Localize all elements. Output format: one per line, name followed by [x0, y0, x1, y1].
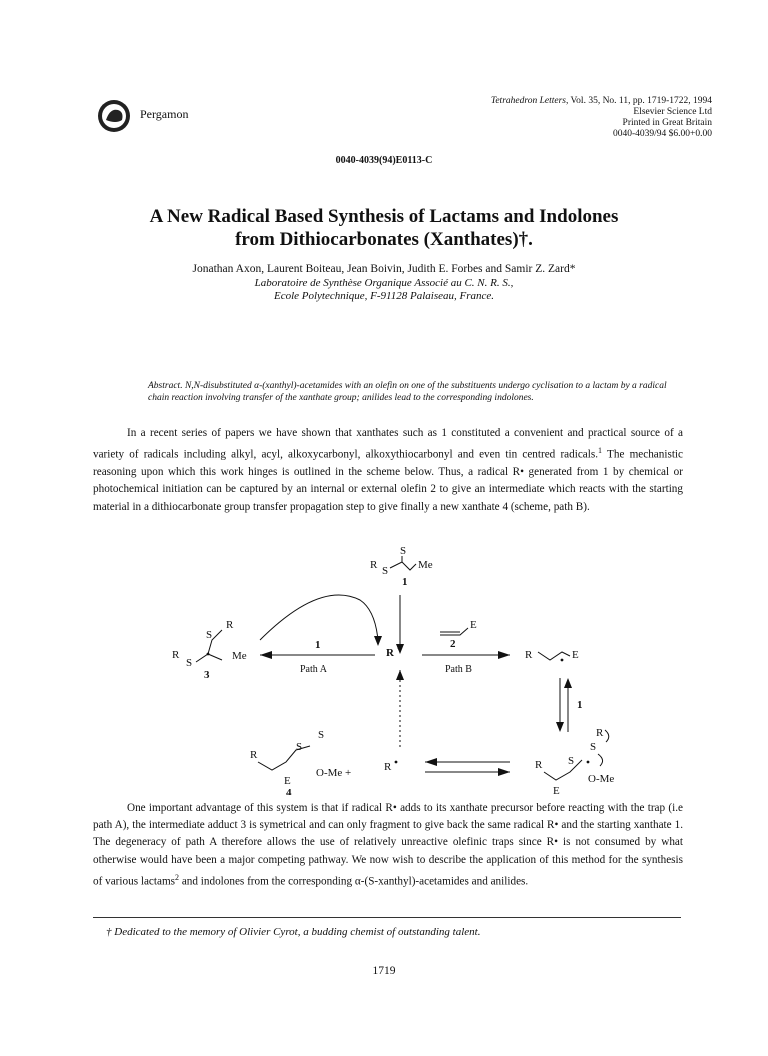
reaction-scheme: [150, 540, 650, 795]
arrow-a-label: 1: [315, 639, 321, 651]
prod-s2: S: [318, 729, 325, 741]
product-4-structure: [250, 729, 351, 795]
adduct-me: Me: [232, 650, 247, 662]
paragraph-1: [93, 425, 683, 516]
abstract: Abstract. N,N-disubstituted α-(xanthyl)-acetamides with an olefin on one of the substituents undergo cyclisation to a lactam by a radical chain reaction involving transfer of the xanthate group; anilides lead to the corresponding indolones.: [148, 381, 667, 403]
adduct-s-upper: S: [206, 629, 213, 641]
paragraph-1-text: In a recent series of papers we have shown that xanthates such as 1 constituted a convenient and practical source of a variety of radicals including alkyl, acyl, alkoxycarbonyl, alkoxythiocarbonyl and even tin centred radicals.: [93, 427, 683, 461]
scheme-s-top2: S: [382, 565, 389, 577]
radad-e: E: [553, 785, 560, 795]
adduct-s-left: S: [186, 657, 193, 669]
issn: 0040-4039/94 $6.00+0.00: [612, 129, 712, 139]
paragraph-1-cont: The mechanistic reasoning upon which this work hinges is outlined in the scheme below. Thus, a radical R• generated from 1 by chemical or photochemical initiation can be captured by an internal or external olefin 2 to give an intermediate which reacts with the starting material in a dithiocarbonate group transfer propagation step to give finally a new xanthate 4 (scheme, path B).: [93, 448, 684, 513]
title-line-1: A New Radical Based Synthesis of Lactams and Indolones: [149, 206, 619, 227]
radical-adduct-structure: [535, 727, 614, 795]
prod-e: E: [284, 775, 291, 787]
radad-s1: S: [568, 755, 575, 767]
ref-2: 2: [175, 872, 180, 882]
radical-r-bottom: R: [384, 761, 392, 773]
radad-r-top: R: [596, 727, 604, 739]
prod-r: R: [250, 749, 258, 761]
footnote-rule: [93, 917, 681, 918]
radad-ome: O-Me: [588, 773, 615, 785]
paragraph-2-cont: and indolones from the corresponding α-(S-xanthyl)-acetamides and anilides.: [179, 875, 529, 888]
path-a-label: Path A: [300, 664, 327, 675]
paper-title: [60, 205, 708, 251]
ref-1: 1: [598, 446, 603, 456]
olefin-e: E: [470, 619, 477, 631]
path-b-label: Path B: [445, 664, 472, 675]
intermediate-radical: [525, 649, 579, 661]
xanthate-1-structure: [370, 545, 433, 588]
inter-r: R: [525, 649, 533, 661]
authors: Jonathan Axon, Laurent Boiteau, Jean Boivin, Judith E. Forbes and Samir Z. Zard*: [192, 263, 576, 275]
affiliation-line-2: Ecole Polytechnique, F-91128 Palaiseau, France.: [273, 290, 495, 302]
scheme-ome-top: Me: [418, 559, 433, 571]
affiliation-line-1: Laboratoire de Synthèse Organique Associé au C. N. R. S.,: [254, 277, 514, 289]
journal-info: [491, 96, 712, 140]
scheme-r-top: R: [370, 559, 378, 571]
page-number: 1719: [372, 965, 396, 977]
label-3: 3: [204, 669, 210, 681]
copyright: Elsevier Science Ltd: [633, 107, 712, 117]
inter-e: E: [572, 649, 579, 661]
pergamon-logo: [96, 98, 132, 134]
radical-r-center: R: [386, 647, 394, 659]
publisher-name: Pergamon: [140, 107, 189, 121]
paragraph-2-text: One important advantage of this system is that if radical R• adds to its xanthate precursor before reacting with the trap (i.e path A), the intermediate adduct 3 is symetrical and can only fragment to give back the same radical R• and the starting xanthate 1. The degeneracy of path A therefore allows the use of relatively unreactive olefinic traps since R• is not consumed by what otherwise would have been a major competing pathway. We now wish to describe the application of this method for the synthesis of various lactams: [93, 802, 683, 888]
adduct-r-left: R: [172, 649, 180, 661]
label-1-top: 1: [402, 576, 408, 588]
scheme-s-top: S: [400, 545, 407, 557]
footnote: † Dedicated to the memory of Olivier Cyrot, a budding chemist of outstanding talent.: [106, 926, 481, 938]
label-2: 2: [450, 638, 456, 650]
prod-ome-plus: O-Me +: [316, 767, 352, 779]
doi: 0040-4039(94)E0113-C: [335, 155, 433, 166]
printed-in: Printed in Great Britain: [622, 118, 712, 128]
affiliation: [60, 277, 708, 303]
radad-s2: S: [590, 741, 597, 753]
journal-name: Tetrahedron Letters: [490, 96, 566, 106]
arrow-b-label: 1: [577, 699, 583, 711]
label-4: 4: [286, 787, 292, 795]
citation: , Vol. 35, No. 11, pp. 1719-1722, 1994: [565, 96, 712, 106]
prod-s1: S: [296, 741, 303, 753]
title-line-2: from Dithiocarbonates (Xanthates)†.: [235, 229, 533, 250]
paragraph-2: [93, 800, 683, 891]
adduct-r-upper: R: [226, 619, 234, 631]
radad-r: R: [535, 759, 543, 771]
adduct-3-structure: [172, 619, 247, 681]
